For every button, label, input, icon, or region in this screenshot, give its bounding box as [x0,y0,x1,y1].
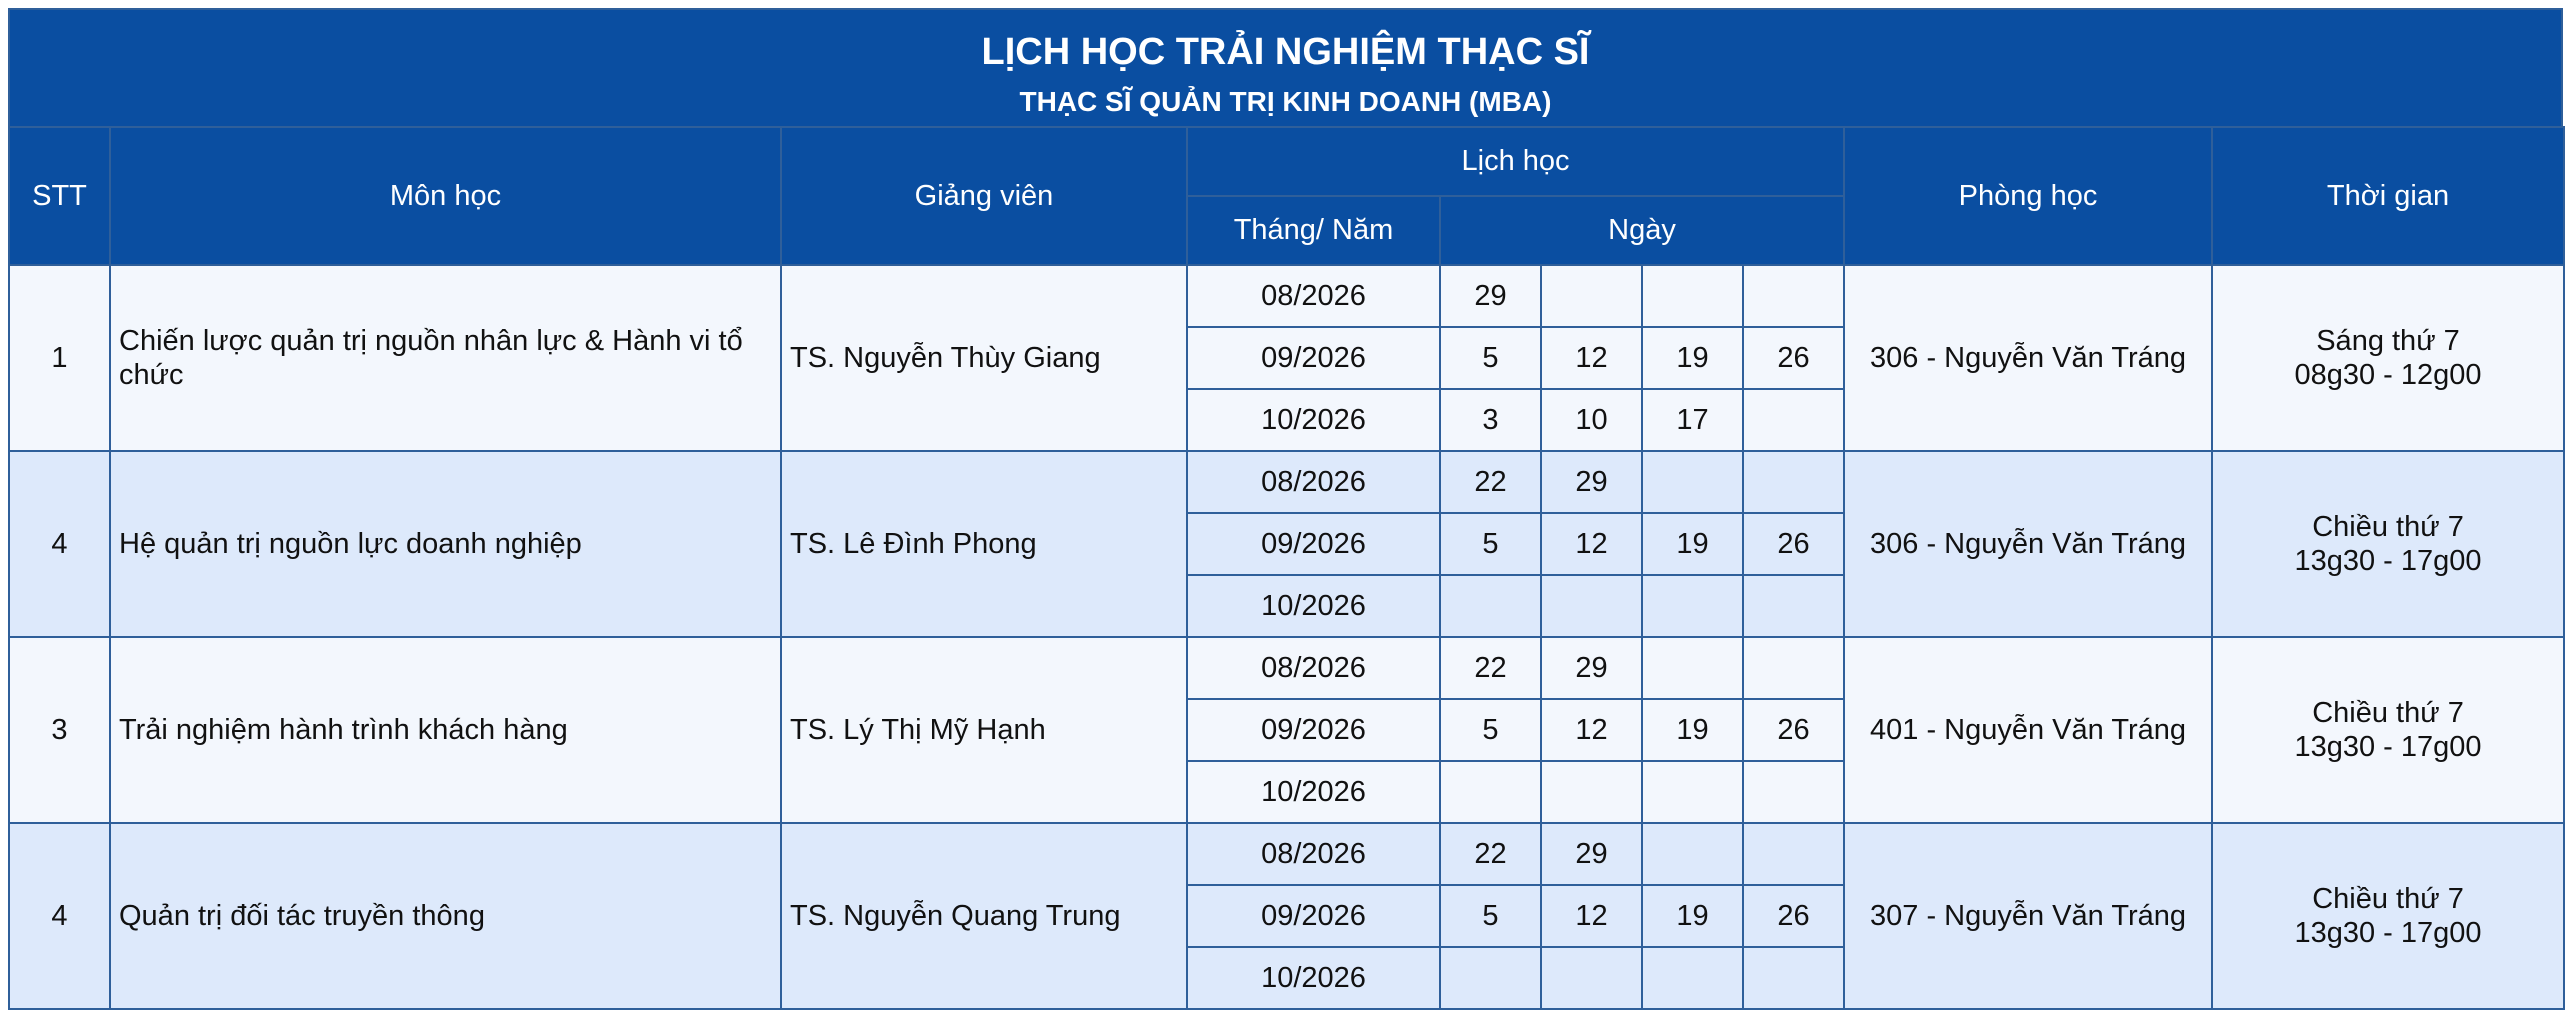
course-stt: 4 [9,451,110,637]
table-row [9,637,2564,699]
course-day: 19 [1642,885,1743,947]
header-schedule: Lịch học [1187,127,1844,196]
course-time-day: Chiều thứ 7 [2312,697,2464,729]
course-month: 09/2026 [1187,513,1440,575]
course-month: 09/2026 [1187,885,1440,947]
course-day: 22 [1440,637,1541,699]
course-time [2212,823,2564,1009]
course-day: 26 [1743,699,1844,761]
header-month-year: Tháng/ Năm [1187,196,1440,265]
course-day: 29 [1440,265,1541,327]
course-lecturer: TS. Nguyễn Thùy Giang [781,265,1187,451]
course-room: 307 - Nguyễn Văn Tráng [1844,823,2212,1009]
course-day: 10 [1541,389,1642,451]
table-row [9,451,2564,513]
course-time-hours: 08g30 - 12g00 [2294,359,2482,391]
course-time-day: Chiều thứ 7 [2312,511,2464,543]
course-subject: Trải nghiệm hành trình khách hàng [110,637,781,823]
header-days: Ngày [1440,196,1844,265]
course-day [1642,823,1743,885]
course-stt: 1 [9,265,110,451]
course-room: 306 - Nguyễn Văn Tráng [1844,265,2212,451]
course-stt: 4 [9,823,110,1009]
course-day [1642,451,1743,513]
course-group [9,637,2564,823]
table-row [9,265,2564,327]
course-day: 12 [1541,699,1642,761]
course-stt: 3 [9,637,110,823]
course-day: 29 [1541,451,1642,513]
schedule-table [8,126,2565,1010]
course-day: 29 [1541,823,1642,885]
header-subject: Môn học [110,127,781,265]
header-room: Phòng học [1844,127,2212,265]
page-subtitle: THẠC SĨ QUẢN TRỊ KINH DOANH (MBA) [1019,86,1552,117]
course-day [1743,947,1844,1009]
header-time: Thời gian [2212,127,2564,265]
course-day [1642,637,1743,699]
course-day [1743,451,1844,513]
course-day [1541,265,1642,327]
course-day: 5 [1440,513,1541,575]
course-day [1642,575,1743,637]
course-month: 08/2026 [1187,451,1440,513]
header-lecturer: Giảng viên [781,127,1187,265]
course-day: 22 [1440,823,1541,885]
course-room: 306 - Nguyễn Văn Tráng [1844,451,2212,637]
course-time-hours: 13g30 - 17g00 [2294,545,2482,577]
course-day: 26 [1743,513,1844,575]
title-banner [8,8,2563,126]
course-day: 5 [1440,885,1541,947]
course-day [1440,761,1541,823]
table-row [9,823,2564,885]
course-day [1743,575,1844,637]
header-stt: STT [9,127,110,265]
course-day: 19 [1642,327,1743,389]
course-day [1541,575,1642,637]
course-lecturer: TS. Lê Đình Phong [781,451,1187,637]
course-day [1642,761,1743,823]
course-day: 12 [1541,327,1642,389]
course-day [1743,637,1844,699]
course-time [2212,265,2564,451]
course-lecturer: TS. Lý Thị Mỹ Hạnh [781,637,1187,823]
course-day [1743,265,1844,327]
course-day: 19 [1642,513,1743,575]
course-day: 22 [1440,451,1541,513]
course-subject: Hệ quản trị nguồn lực doanh nghiệp [110,451,781,637]
course-day [1440,575,1541,637]
course-time [2212,637,2564,823]
course-room: 401 - Nguyễn Văn Tráng [1844,637,2212,823]
course-day [1743,823,1844,885]
course-day: 26 [1743,885,1844,947]
page-title: LỊCH HỌC TRẢI NGHIỆM THẠC SĨ [981,31,1590,73]
course-day [1541,761,1642,823]
course-month: 10/2026 [1187,761,1440,823]
course-time-day: Chiều thứ 7 [2312,883,2464,915]
course-day: 5 [1440,699,1541,761]
course-month: 09/2026 [1187,327,1440,389]
course-month: 10/2026 [1187,389,1440,451]
course-day: 5 [1440,327,1541,389]
course-day: 19 [1642,699,1743,761]
course-time [2212,451,2564,637]
course-month: 09/2026 [1187,699,1440,761]
course-day [1642,947,1743,1009]
course-day [1743,761,1844,823]
course-month: 08/2026 [1187,265,1440,327]
course-day [1440,947,1541,1009]
course-day [1642,265,1743,327]
course-day: 17 [1642,389,1743,451]
schedule-sheet [8,8,2563,1010]
course-time-hours: 13g30 - 17g00 [2294,917,2482,949]
course-time-day: Sáng thứ 7 [2316,325,2460,357]
course-day: 12 [1541,885,1642,947]
course-month: 10/2026 [1187,575,1440,637]
course-time-hours: 13g30 - 17g00 [2294,731,2482,763]
course-month: 08/2026 [1187,823,1440,885]
course-lecturer: TS. Nguyễn Quang Trung [781,823,1187,1009]
course-day: 3 [1440,389,1541,451]
course-month: 10/2026 [1187,947,1440,1009]
course-month: 08/2026 [1187,637,1440,699]
course-day: 12 [1541,513,1642,575]
course-group [9,823,2564,1009]
course-day: 29 [1541,637,1642,699]
course-day [1541,947,1642,1009]
course-day: 26 [1743,327,1844,389]
course-group [9,265,2564,451]
course-group [9,451,2564,637]
course-day [1743,389,1844,451]
course-subject: Chiến lược quản trị nguồn nhân lực & Hành vi tổ chức [110,265,781,451]
course-subject: Quản trị đối tác truyền thông [110,823,781,1009]
